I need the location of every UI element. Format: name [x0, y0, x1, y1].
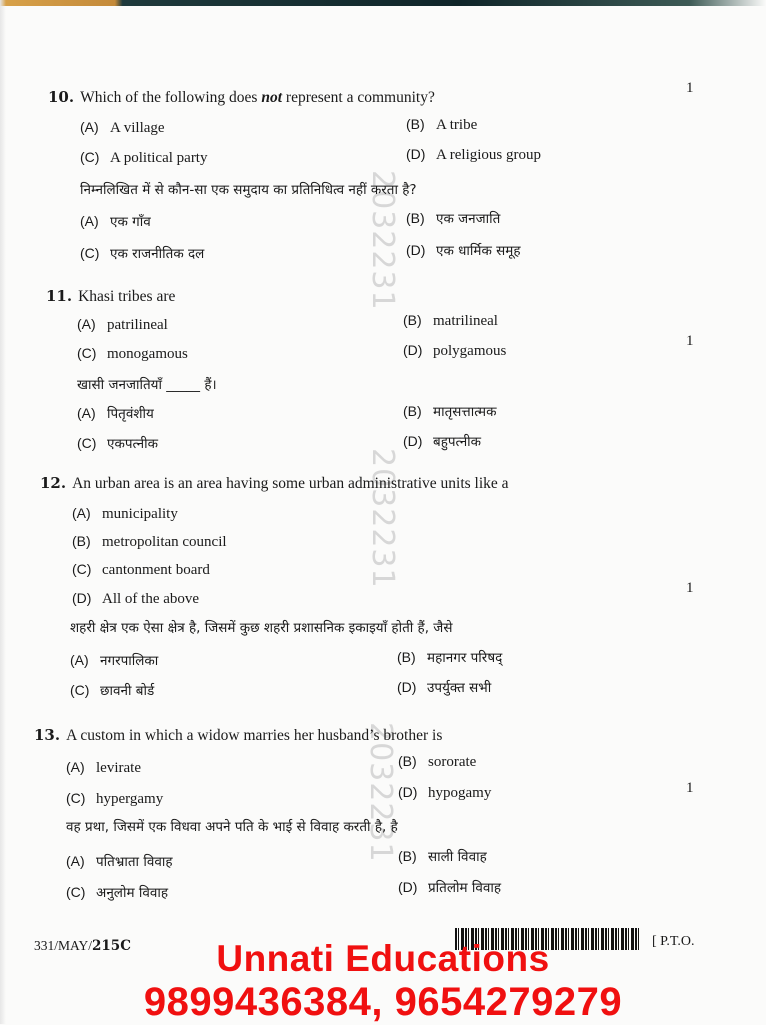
option-d-hindi: (D) बहुपत्नीक — [403, 433, 482, 450]
option-c: (C) monogamous — [77, 345, 188, 362]
question-text-hindi: वह प्रथा, जिसमें एक विधवा अपने पति के भाई से विवाह करती है, है — [66, 819, 398, 835]
marks: 1 — [686, 780, 694, 796]
option-a-hindi: (A) पतिभ्राता विवाह — [66, 853, 173, 870]
option-a: (A) levirate — [66, 759, 141, 776]
question-text-hindi: निम्नलिखित में से कौन-सा एक समुदाय का प्रतिनिधित्व नहीं करता है? — [80, 182, 417, 198]
option-c: (C) A political party — [80, 149, 208, 166]
option-c-hindi: (C) अनुलोम विवाह — [66, 884, 168, 901]
question-text: 11. Khasi tribes are — [46, 287, 176, 305]
page-left-shadow — [0, 0, 6, 1024]
option-b-hindi: (B) महानगर परिषद् — [397, 649, 503, 666]
option-d: (D) A religious group — [406, 146, 541, 163]
question-text: 12. An urban area is an area having some urban administrative units like a — [40, 474, 509, 492]
promo-name: Unnati Educations — [216, 938, 550, 979]
option-c: (C) hypergamy — [66, 790, 164, 807]
page-top-edge — [0, 0, 766, 6]
watermark: 2032231 — [365, 170, 400, 311]
watermark: 2032231 — [365, 448, 400, 589]
option-d: (D) polygamous — [403, 342, 507, 359]
option-b: (B) A tribe — [406, 116, 478, 133]
option-d-hindi: (D) उपर्युक्त सभी — [397, 679, 492, 696]
promo-phones: 9899436384, 9654279279 — [143, 980, 623, 1024]
option-b-hindi: (B) मातृसत्तात्मक — [403, 403, 497, 420]
option-b: (B) metropolitan council — [72, 533, 227, 550]
option-b-hindi: (B) एक जनजाति — [406, 210, 501, 227]
marks: 1 — [686, 80, 694, 96]
option-a: (A) A village — [80, 119, 165, 136]
option-d: (D) All of the above — [72, 590, 200, 607]
question-text: 13. A custom in which a widow marries her husband’s brother is — [34, 726, 443, 744]
option-a-hindi: (A) एक गाँव — [80, 213, 151, 230]
option-b: (B) matrilineal — [403, 312, 498, 329]
question-text: 10. Which of the following does not represent a community? — [48, 88, 435, 106]
option-c: (C) cantonment board — [72, 561, 210, 578]
question-text-hindi: खासी जनजातियाँ _____ हैं। — [77, 377, 217, 393]
marks: 1 — [686, 333, 694, 349]
option-a-hindi: (A) नगरपालिका — [70, 652, 159, 669]
option-c-hindi: (C) छावनी बोर्ड — [70, 682, 155, 699]
option-a: (A) patrilineal — [77, 316, 168, 333]
emphasis-text: not — [261, 89, 283, 106]
marks: 1 — [686, 580, 694, 596]
option-d: (D) hypogamy — [398, 784, 492, 801]
option-b: (B) sororate — [398, 753, 477, 770]
option-a-hindi: (A) पितृवंशीय — [77, 405, 154, 422]
question-number: 13. — [34, 726, 61, 744]
option-c-hindi: (C) एक राजनीतिक दल — [80, 245, 205, 262]
option-c-hindi: (C) एकपत्नीक — [77, 435, 159, 452]
option-b-hindi: (B) साली विवाह — [398, 848, 487, 865]
question-text-hindi: शहरी क्षेत्र एक ऐसा क्षेत्र है, जिसमें कुछ शहरी प्रशासनिक इकाइयाँ होती हैं, जैसे — [70, 620, 453, 636]
paper-code: 331/MAY/215C — [34, 938, 131, 954]
question-number: 12. — [40, 474, 67, 492]
watermark: 2032231 — [363, 722, 398, 863]
pto-label: [ P.T.O. — [652, 934, 695, 949]
option-d-hindi: (D) एक धार्मिक समूह — [406, 242, 521, 259]
question-number: 11. — [46, 287, 73, 305]
question-number: 10. — [48, 88, 75, 106]
option-d-hindi: (D) प्रतिलोम विवाह — [398, 879, 502, 896]
option-a: (A) municipality — [72, 505, 178, 522]
